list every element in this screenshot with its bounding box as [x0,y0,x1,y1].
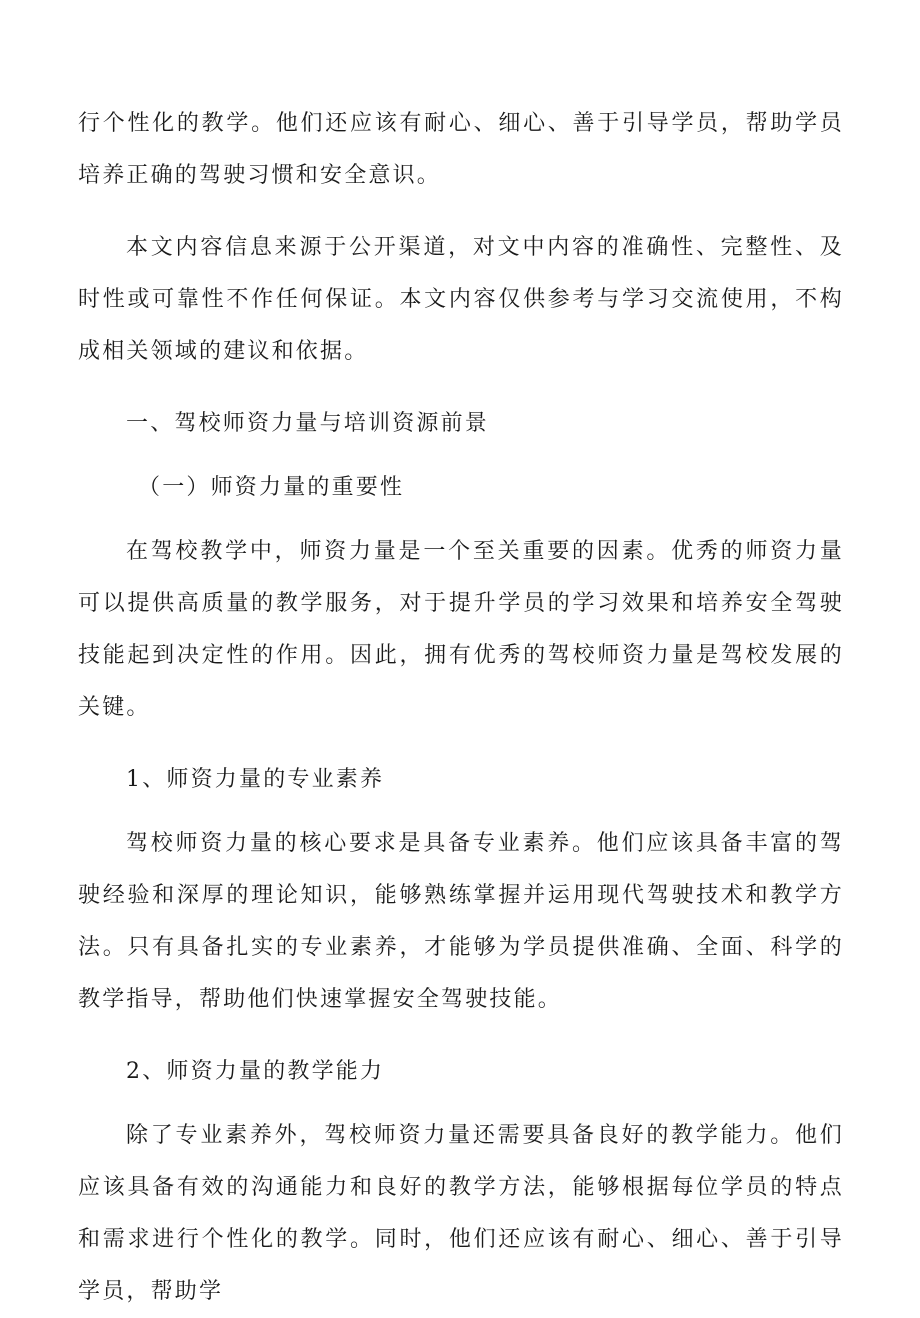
item-heading-1: 1、师资力量的专业素养 [126,767,385,792]
body-paragraph: 在驾校教学中，师资力量是一个至关重要的因素。优秀的师资力量可以提供高质量的教学服务，对于提升学员的学习效果和培养安全驾驶技能起到决定性的作用。因此，拥有优秀的驾校师资力量是驾校发展的关键。 [78,539,844,720]
body-paragraph-continued: 行个性化的教学。他们还应该有耐心、细心、善于引导学员，帮助学员培养正确的驾驶习惯和安全意识。 [78,111,844,188]
item-heading-2: 2、师资力量的教学能力 [126,1059,385,1084]
document-page [78,98,844,1318]
subsection-heading: （一）师资力量的重要性 [138,475,405,500]
disclaimer-paragraph: 本文内容信息来源于公开渠道，对文中内容的准确性、完整性、及时性或可靠性不作任何保证。本文内容仅供参考与学习交流使用，不构成相关领域的建议和依据。 [78,235,844,364]
body-paragraph: 除了专业素养外，驾校师资力量还需要具备良好的教学能力。他们应该具备有效的沟通能力和良好的教学方法，能够根据每位学员的特点和需求进行个性化的教学。同时，他们还应该有耐心、细心、善于引导学员，帮助学 [78,1123,844,1304]
body-paragraph: 驾校师资力量的核心要求是具备专业素养。他们应该具备丰富的驾驶经验和深厚的理论知识，能够熟练掌握并运用现代驾驶技术和教学方法。只有具备扎实的专业素养，才能够为学员提供准确、全面、科学的教学指导，帮助他们快速掌握安全驾驶技能。 [78,831,844,1012]
section-heading: 一、驾校师资力量与培训资源前景 [126,411,490,436]
